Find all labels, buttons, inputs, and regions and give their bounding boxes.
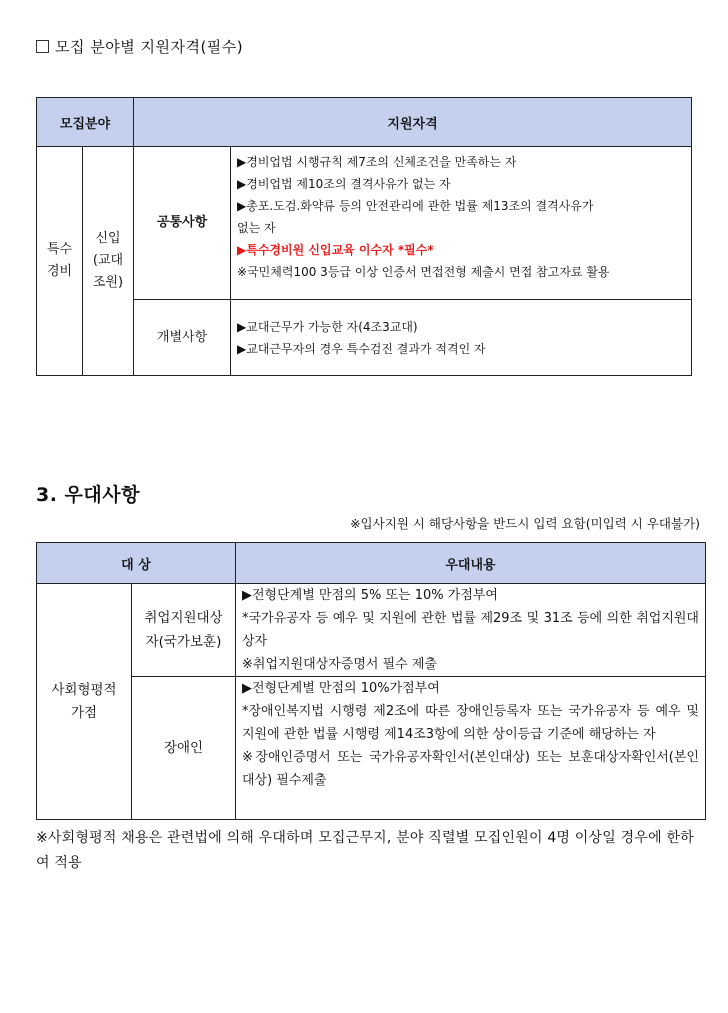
category-cell: 특수 경비 [37, 147, 83, 376]
preference-note: ※입사지원 시 해당사항을 반드시 입력 요함(미입력 시 우대불가) [350, 516, 700, 531]
list-item: ▶전형단계별 만점의 5% 또는 10% 가점부여 [242, 588, 498, 603]
header-content: 우대내용 [236, 543, 706, 584]
list-item: ▶경비업법 시행규칙 제7조의 신체조건을 만족하는 자 [237, 155, 517, 169]
section-heading-qualifications [36, 36, 243, 57]
veterans-items [236, 584, 706, 677]
list-item: 없는 자 [237, 221, 276, 235]
checkbox-square-icon [36, 40, 49, 53]
list-item: ※장애인증명서 또는 국가유공자확인서(본인대상) 또는 보훈대상자확인서(본인대상) 필수제출 [242, 750, 699, 788]
common-items [231, 147, 692, 300]
subcategory-cell: 신입 (교대 조원) [83, 147, 134, 376]
row-label-veterans: 취업지원대상 자(국가보훈) [132, 584, 236, 677]
section-heading-text: 모집 분야별 지원자격(필수) [55, 38, 244, 56]
header-target: 대 상 [37, 543, 236, 584]
header-recruit-field: 모집분야 [37, 98, 134, 147]
required-item: ▶특수경비원 신입교육 이수자 *필수* [237, 243, 434, 257]
category-cell: 사회형평적 가점 [37, 584, 132, 820]
common-label: 공통사항 [134, 147, 231, 300]
footnote: ※사회형평적 채용은 관련법에 의해 우대하며 모집근무지, 분야 직렬별 모집인원이 4명 이상일 경우에 한하여 적용 [36, 830, 694, 871]
list-item: ▶교대근무자의 경우 특수검진 결과가 적격인 자 [237, 341, 486, 356]
list-item: ▶교대근무가 가능한 자(4조3교대) [237, 319, 418, 334]
individual-label: 개별사항 [134, 300, 231, 376]
individual-items [231, 300, 692, 376]
table-header-row [37, 98, 692, 147]
list-item: ▶전형단계별 만점의 10%가점부여 [242, 681, 440, 696]
table-header-row [37, 543, 706, 584]
header-qualification: 지원자격 [134, 98, 692, 147]
preferences-table [36, 542, 706, 820]
table-row [37, 147, 692, 300]
table-row [37, 300, 692, 376]
note-item: ※국민체력100 3등급 이상 인증서 면접전형 제출시 면접 참고자료 활용 [237, 265, 610, 279]
list-item: ▶총포.도검.화약류 등의 안전관리에 관한 법률 제13조의 결격사유가 [237, 199, 594, 213]
list-item: ※취업지원대상자증명서 필수 제출 [242, 657, 437, 672]
section-heading-preferences: 3. 우대사항 [36, 484, 140, 506]
list-item: *국가유공자 등 예우 및 지원에 관한 법률 제29조 및 31조 등에 의한 취업지원대상자 [242, 611, 699, 649]
disabled-items [236, 677, 706, 820]
row-label-disabled: 장애인 [132, 677, 236, 820]
list-item: *장애인복지법 시행령 제2조에 따른 장애인등록자 또는 국가유공자 등 예우 및 지원에 관한 법률 시행령 제14조3항에 의한 상이등급 기준에 해당하는 자 [242, 704, 699, 742]
table-row [37, 584, 706, 677]
qualifications-table [36, 97, 692, 376]
table-row [37, 677, 706, 820]
list-item: ▶경비업법 제10조의 결격사유가 없는 자 [237, 177, 451, 191]
